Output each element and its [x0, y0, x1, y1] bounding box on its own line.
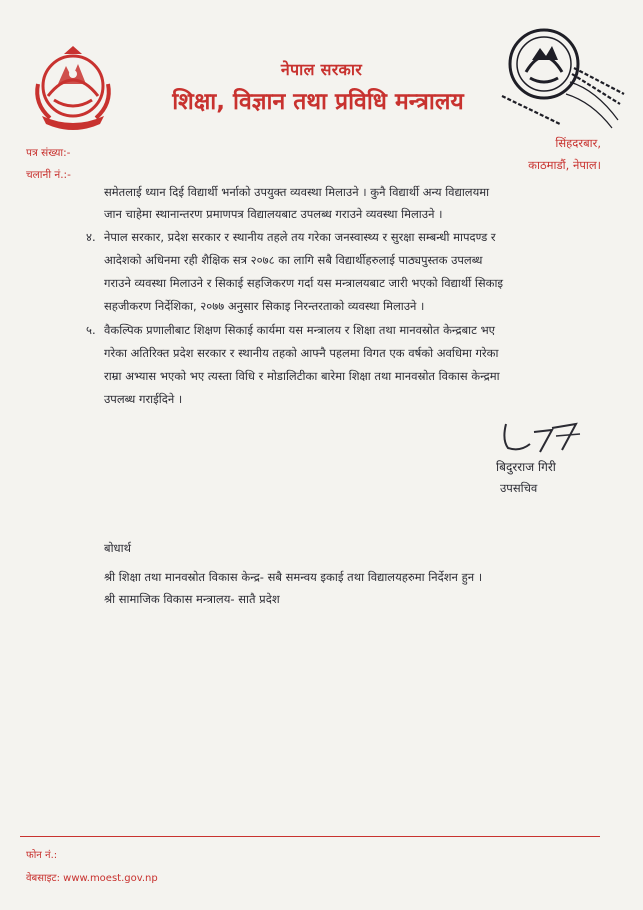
ref-no-label: पत्र संख्या:- [26, 147, 71, 159]
item4-line: सहजीकरण निर्देशिका, २०७७ अनुसार सिकाइ निरन्तरताको व्यवस्था मिलाउने । [104, 299, 425, 313]
item-number: ५. [86, 323, 96, 337]
dispatch-no-label: चलानी नं.:- [26, 169, 71, 181]
gov-name: नेपाल सरकार [280, 60, 363, 79]
location-line2: काठमाडौं, नेपाल। [528, 158, 601, 172]
letterhead-footer [26, 844, 158, 890]
ministry-seal-icon [500, 20, 628, 132]
footer-divider [20, 836, 600, 837]
cc-heading: बोधार्थ [104, 541, 131, 555]
reference-fields [26, 142, 71, 186]
website-row [26, 867, 158, 890]
office-location [528, 132, 601, 176]
item5-line: राम्रा अभ्यास भएको भए त्यस्ता विधि र मोडालिटीका बारेमा शिक्षा तथा मानवस्रोत विकास केन्द्रमा [104, 369, 500, 383]
item-number: ४. [86, 230, 96, 244]
item5-line: उपलब्ध गराईदिने । [104, 392, 183, 406]
item5-line: वैकल्पिक प्रणालीबाट शिक्षण सिकाई कार्यमा यस मन्त्रालय र शिक्षा तथा मानवस्रोत केन्द्रबाट भए [104, 323, 496, 337]
nepal-emblem-icon [28, 44, 118, 130]
cc-line: श्री सामाजिक विकास मन्त्रालय- सातै प्रदेश [104, 592, 280, 606]
item4-line: गराउने व्यवस्था मिलाउने र सिकाई सहजिकरण गर्दा यस मन्त्रालयबाट जारी भएको विद्यार्थी सिकाइ [104, 276, 504, 290]
phone-label: फोन नं.: [26, 850, 58, 861]
intro-line: जान चाहेमा स्थानान्तरण प्रमाणपत्र विद्यालयबाट उपलब्ध गराउने व्यवस्था मिलाउने । [104, 207, 443, 221]
handwritten-signature [500, 418, 590, 456]
website-label: वेबसाइट: [26, 873, 60, 884]
item4-line: आदेशको अधिनमा रही शैक्षिक सत्र २०७८ का लागि सबै विद्यार्थीहरुलाई पाठ्यपुस्तक उपलब्ध [104, 253, 483, 267]
location-line1: सिंहदरबार, [555, 136, 601, 150]
item4-line: नेपाल सरकार, प्रदेश सरकार र स्थानीय तहले तय गरेका जनस्वास्थ्य र सुरक्षा सम्बन्धी मापदण्ड र [104, 230, 496, 244]
item5-line: गरेका अतिरिक्त प्रदेश सरकार र स्थानीय तहको आफ्नै पहलमा विगत एक वर्षको अवधिमा गरेका [104, 346, 499, 360]
website-link[interactable]: www.moest.gov.np [63, 873, 158, 884]
signer-title: उपसचिव [500, 481, 538, 495]
intro-line: समेतलाई ध्यान दिई विद्यार्थी भर्नाको उपयुक्त व्यवस्था मिलाउने । कुनै विद्यार्थी अन्य विद्यालयमा [104, 185, 490, 199]
ministry-name: शिक्षा, विज्ञान तथा प्रविधि मन्त्रालय [172, 89, 464, 115]
signer-name: बिदुरराज गिरी [496, 460, 556, 474]
cc-line: श्री शिक्षा तथा मानवस्रोत विकास केन्द्र- सबै समन्वय इकाई तथा विद्यालयहरुमा निर्देशन हुन । [104, 570, 483, 584]
